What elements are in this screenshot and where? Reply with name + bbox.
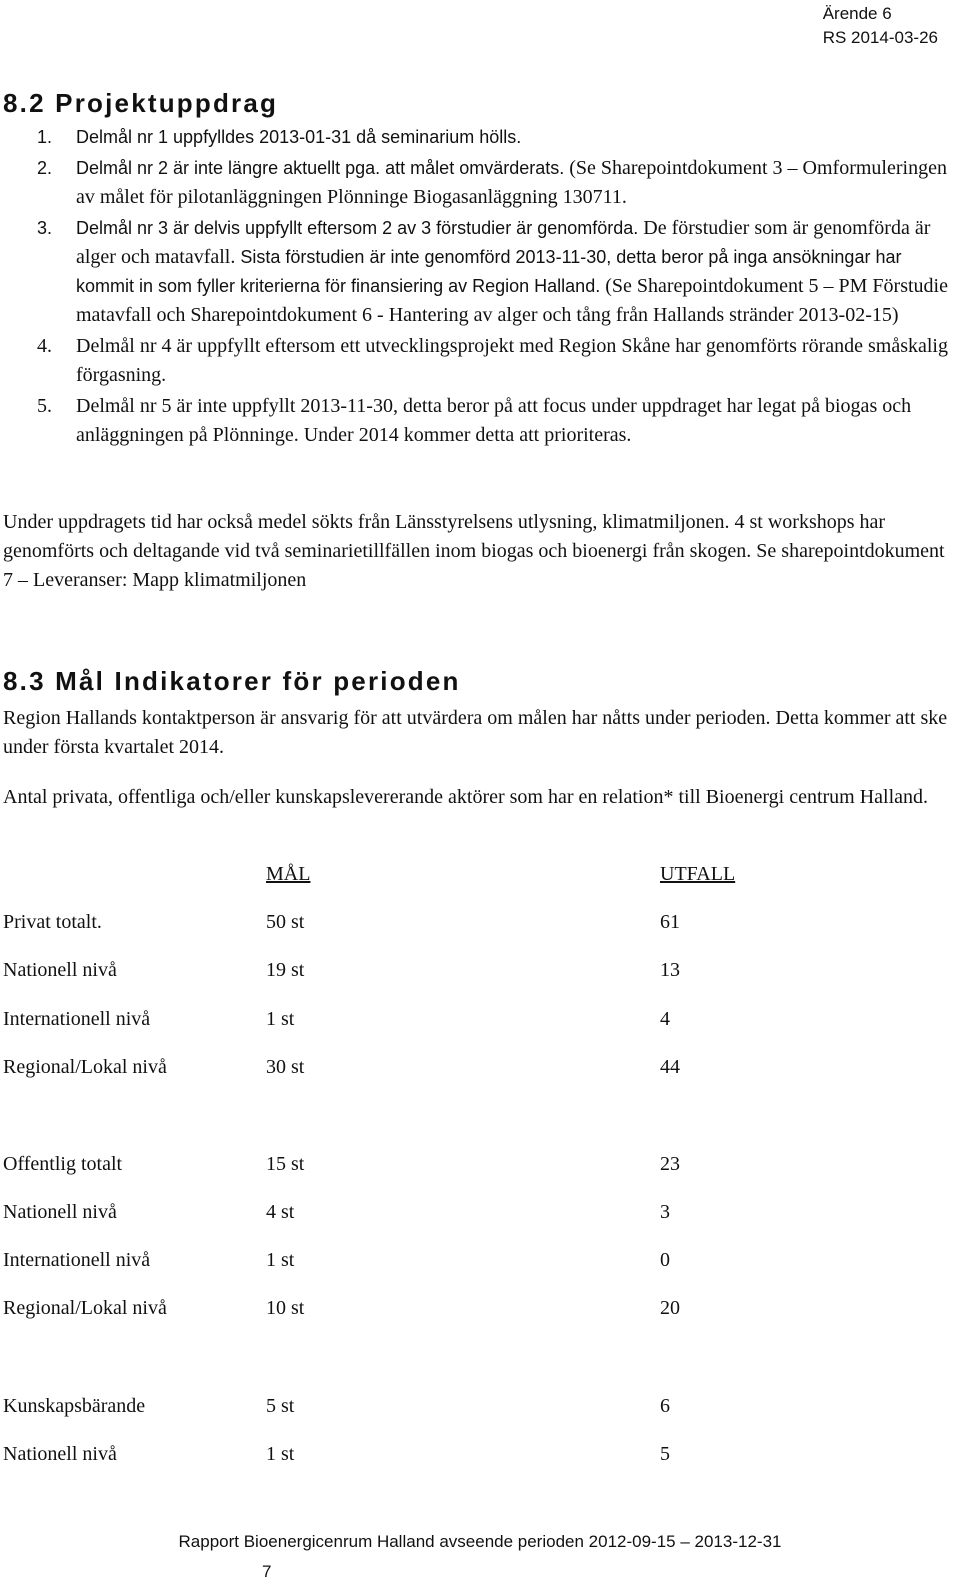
row-utfall: 3 (660, 1201, 670, 1223)
row-utfall: 23 (660, 1153, 680, 1175)
table-row (0, 1392, 960, 1421)
row-label: Nationell nivå (3, 1443, 117, 1465)
row-mal: 30 st (266, 1056, 305, 1078)
page-number: 7 (262, 1562, 272, 1581)
row-label: Nationell nivå (3, 1201, 117, 1223)
row-mal: 1 st (266, 1008, 295, 1030)
list-item-text: Delmål nr 3 är delvis uppfyllt eftersom 2 av 3 förstudier är genomförda. (76, 218, 639, 238)
list-item-text: Delmål nr 5 är inte uppfyllt 2013-11-30, detta beror på att focus under uppdraget har legat på biogas och anläggningen på Plönninge. (76, 395, 912, 446)
row-mal: 1 st (266, 1443, 295, 1465)
list-item (0, 214, 950, 330)
evaluation-paragraph: Region Hallands kontaktperson är ansvarig för att utvärdera om målen har nåtts under perioden. Detta kommer att ske under första kvartalet 2014. (3, 707, 948, 758)
list-item-reference: (Se Sharepointdokument 3 – Omformuleringen av målet för pilotanläggningen Plönninge Biogasanläggning 130711. (76, 157, 947, 208)
list-item-number: 5. (37, 395, 52, 417)
page-footer: Rapport Bioenergicenrum Halland avseende perioden 2012-09-15 – 2013-12-31 (178, 1532, 782, 1551)
table-row (0, 908, 960, 937)
row-mal: 4 st (266, 1201, 295, 1223)
row-utfall: 6 (660, 1395, 670, 1417)
row-label: Nationell nivå (3, 959, 117, 981)
row-mal: 5 st (266, 1395, 295, 1417)
list-item-text-continued: Under 2014 kommer detta att prioriteras. (298, 424, 632, 446)
table-row (0, 1053, 960, 1082)
document-header (823, 4, 938, 48)
row-label: Regional/Lokal nivå (3, 1056, 167, 1078)
goal-list (0, 123, 950, 452)
actors-paragraph: Antal privata, offentliga och/eller kunskapslevererande aktörer som har en relation* till Bioenergi centrum Halland. (3, 786, 929, 808)
list-item-text-continued: Sista förstudien är inte genomförd 2013-11-30, detta beror på inga ansökningar har kommit in som fyller kriterierna för finansiering av Region Halland. (76, 247, 902, 296)
row-mal: 1 st (266, 1249, 295, 1271)
list-item (0, 154, 950, 212)
row-label: Internationell nivå (3, 1249, 151, 1271)
row-utfall: 5 (660, 1443, 670, 1465)
header-date: RS 2014-03-26 (822, 28, 938, 47)
row-mal: 10 st (266, 1297, 305, 1319)
header-case-number: Ärende 6 (822, 4, 892, 23)
table-row (0, 1005, 960, 1034)
row-utfall: 61 (660, 911, 680, 933)
list-item-detail: De förstudier som är genomförda är alger och matavfall. (76, 217, 931, 268)
list-item-number: 1. (37, 127, 53, 147)
row-label: Privat totalt. (3, 911, 102, 933)
section-heading-8-3: 8.3 Mål Indikatorer för perioden (3, 666, 461, 696)
table-row (0, 956, 960, 985)
list-item-number: 2. (37, 158, 53, 178)
table-row (0, 1150, 960, 1179)
row-mal: 50 st (266, 911, 305, 933)
row-label: Kunskapsbärande (3, 1395, 146, 1417)
row-label: Offentlig totalt (3, 1153, 123, 1175)
list-item-reference: (Se Sharepointdokument 5 – PM Förstudie matavfall och Sharepointdokument 6 - Hantering av alger och tång från Hallands stränder 2013-02-15) (76, 275, 948, 326)
row-mal: 19 st (266, 959, 305, 981)
list-item-text: Delmål nr 2 är inte längre aktuellt pga. att målet omvärderats. (76, 158, 565, 178)
table-row (0, 1440, 960, 1469)
workshops-paragraph: Under uppdragets tid har också medel sökts från Länsstyrelsens utlysning, klimatmiljonen. 4 st workshops har genomförts och deltagande vid två seminarietillfällen inom biogas och bioenergi från skogen. Se sharepointdokument 7 – Leveranser: Mapp klimatmiljonen (3, 511, 945, 591)
table-row (0, 1294, 960, 1323)
row-label: Internationell nivå (3, 1008, 151, 1030)
column-header-mal: MÅL (266, 863, 311, 885)
list-item (0, 332, 950, 390)
list-item-number: 3. (37, 218, 53, 238)
list-item-text: Delmål nr 1 uppfylldes 2013-01-31 då seminarium hölls. (76, 127, 522, 147)
list-item-text: Delmål nr 4 är uppfyllt eftersom ett utvecklingsprojekt med Region Skåne har genomförts rörande småskalig förgasning. (76, 335, 948, 386)
table-header-row (0, 860, 960, 889)
list-item (0, 392, 950, 450)
row-label: Regional/Lokal nivå (3, 1297, 167, 1319)
list-item-number: 4. (37, 335, 52, 357)
list-item (0, 123, 950, 152)
column-header-utfall: UTFALL (660, 863, 736, 885)
row-utfall: 20 (660, 1297, 680, 1319)
row-utfall: 0 (660, 1249, 670, 1271)
table-row (0, 1198, 960, 1227)
row-utfall: 4 (660, 1008, 670, 1030)
row-utfall: 13 (660, 959, 680, 981)
row-mal: 15 st (266, 1153, 305, 1175)
section-heading-8-2: 8.2 Projektuppdrag (3, 88, 279, 118)
row-utfall: 44 (660, 1056, 680, 1078)
table-row (0, 1246, 960, 1275)
